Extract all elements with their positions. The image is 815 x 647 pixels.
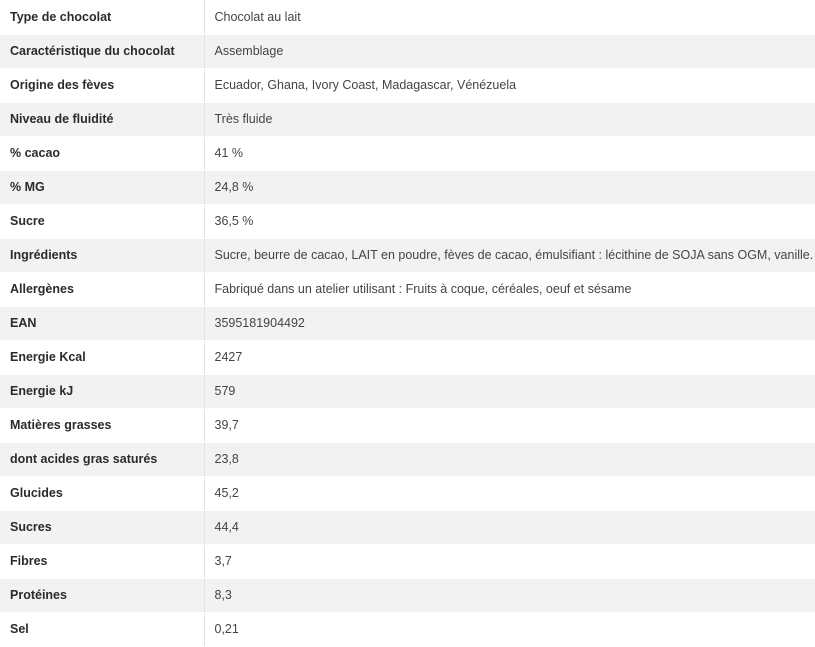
row-label: Energie kJ [0,374,204,408]
table-row [0,612,815,646]
row-label: Type de chocolat [0,0,204,34]
row-label: Glucides [0,476,204,510]
row-label: Fibres [0,544,204,578]
row-label: % cacao [0,136,204,170]
table-row [0,238,815,272]
table-row [0,272,815,306]
table-row [0,102,815,136]
row-value: Sucre, beurre de cacao, LAIT en poudre, fèves de cacao, émulsifiant : lécithine de SOJA sans OGM, vanille. [204,238,815,272]
row-value: 3,7 [204,544,815,578]
row-value: 3595181904492 [204,306,815,340]
row-value: 2427 [204,340,815,374]
table-row [0,204,815,238]
table-row [0,476,815,510]
row-value: 45,2 [204,476,815,510]
row-value: 39,7 [204,408,815,442]
table-row [0,544,815,578]
table-row [0,340,815,374]
table-row [0,408,815,442]
row-label: Ingrédients [0,238,204,272]
table-row [0,510,815,544]
table-row [0,34,815,68]
row-value: Très fluide [204,102,815,136]
table-row [0,68,815,102]
row-label: Sucre [0,204,204,238]
row-label: Allergènes [0,272,204,306]
row-label: EAN [0,306,204,340]
row-value: 0,21 [204,612,815,646]
row-label: Energie Kcal [0,340,204,374]
row-value: 44,4 [204,510,815,544]
row-label: Caractéristique du chocolat [0,34,204,68]
row-value: 23,8 [204,442,815,476]
row-label: Sucres [0,510,204,544]
row-value: Ecuador, Ghana, Ivory Coast, Madagascar, Vénézuela [204,68,815,102]
table-row [0,578,815,612]
table-row [0,136,815,170]
row-value: Fabriqué dans un atelier utilisant : Fruits à coque, céréales, oeuf et sésame [204,272,815,306]
row-label: Niveau de fluidité [0,102,204,136]
table-row [0,0,815,34]
row-label: % MG [0,170,204,204]
table-row [0,306,815,340]
row-label: Protéines [0,578,204,612]
row-value: Assemblage [204,34,815,68]
table-row [0,442,815,476]
table-row [0,374,815,408]
row-label: Sel [0,612,204,646]
row-value: Chocolat au lait [204,0,815,34]
row-value: 579 [204,374,815,408]
row-value: 24,8 % [204,170,815,204]
row-label: Origine des fèves [0,68,204,102]
row-value: 41 % [204,136,815,170]
row-label: Matières grasses [0,408,204,442]
row-label: dont acides gras saturés [0,442,204,476]
row-value: 8,3 [204,578,815,612]
row-value: 36,5 % [204,204,815,238]
table-row [0,170,815,204]
